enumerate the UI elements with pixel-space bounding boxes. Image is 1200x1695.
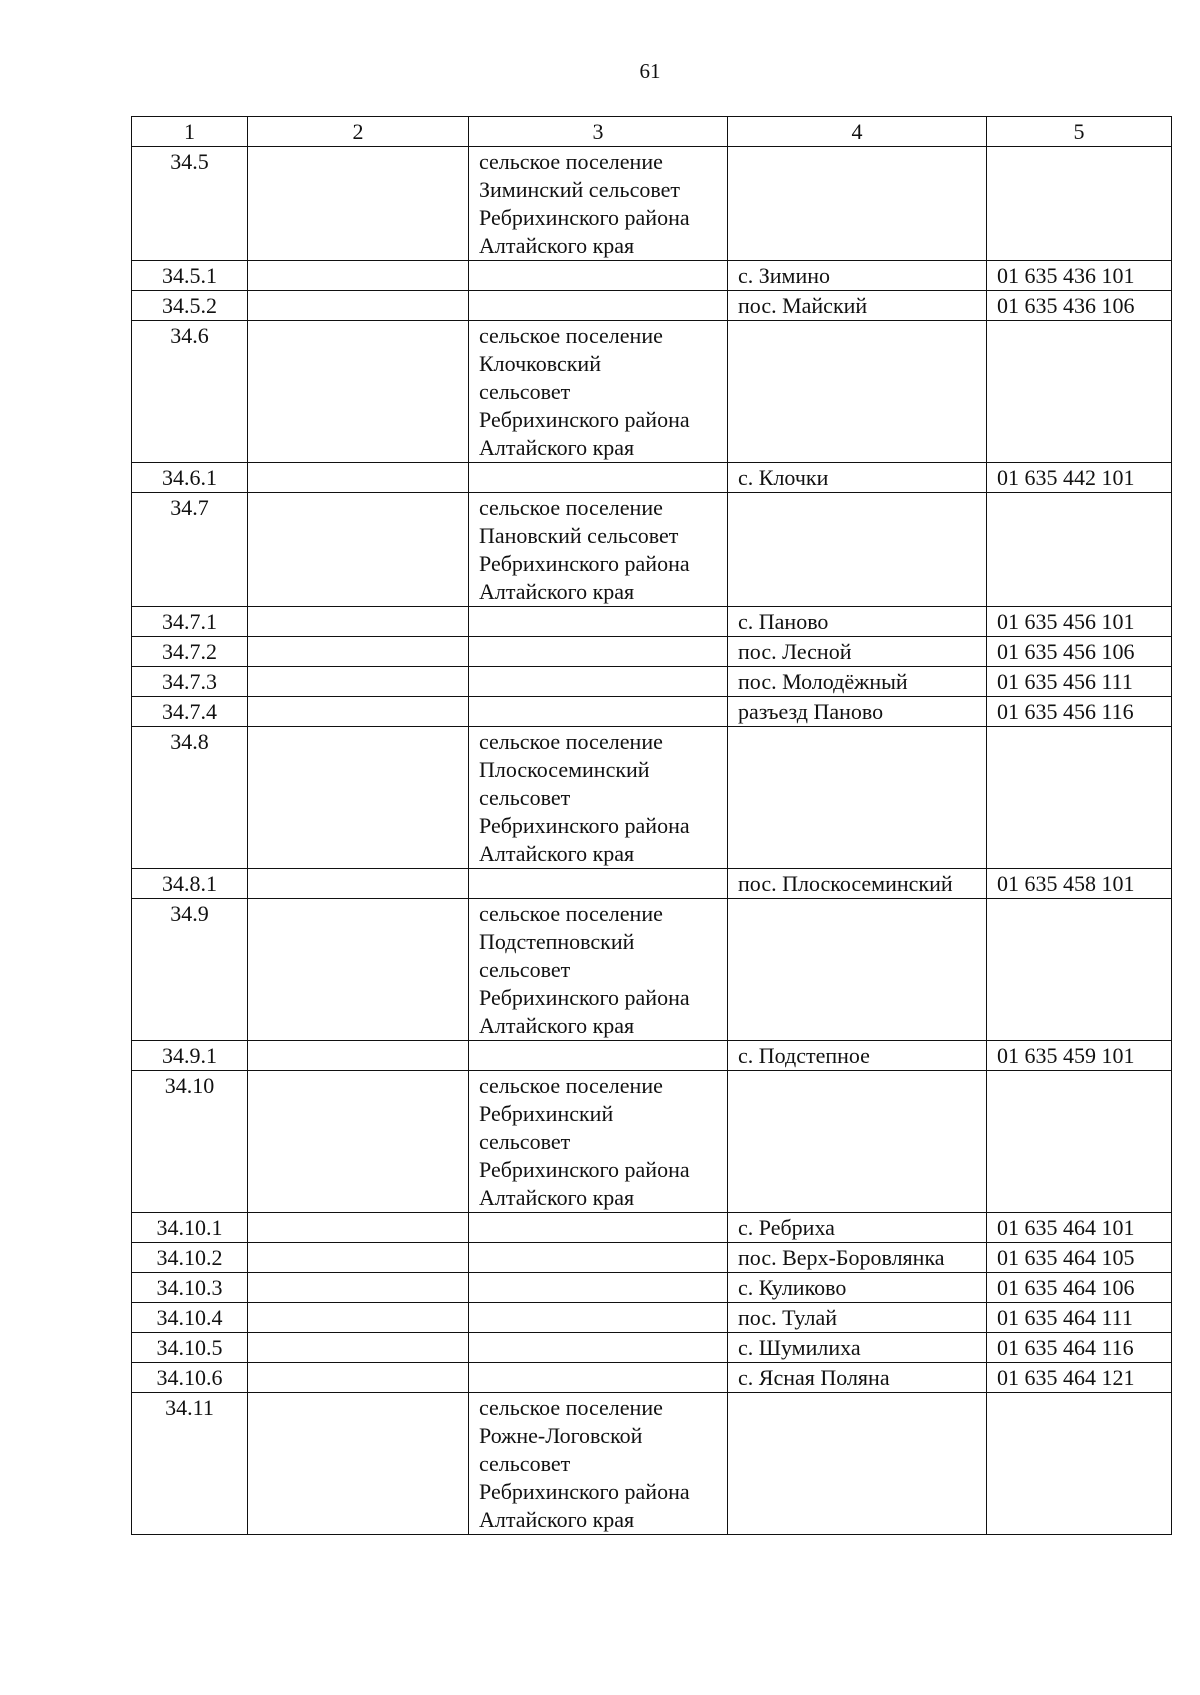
- empty-cell: [248, 1363, 469, 1393]
- row-number-cell: 34.10.1: [132, 1213, 248, 1243]
- municipality-name-cell: [469, 1041, 728, 1071]
- empty-cell: [248, 1273, 469, 1303]
- settlement-name-cell: пос. Лесной: [728, 637, 987, 667]
- oktmo-code-cell: [987, 321, 1172, 463]
- settlement-name-cell: пос. Плоскосеминский: [728, 869, 987, 899]
- municipality-name-line: Зиминский сельсовет: [479, 177, 680, 202]
- municipality-name-line: сельское поселение: [479, 495, 663, 520]
- settlement-name-cell: с. Клочки: [728, 463, 987, 493]
- row-number-cell: 34.6: [132, 321, 248, 463]
- settlement-name-cell: с. Куликово: [728, 1273, 987, 1303]
- table-row: [132, 697, 1172, 727]
- settlement-name-cell: с. Паново: [728, 607, 987, 637]
- table-row: [132, 1303, 1172, 1333]
- row-number-cell: 34.10: [132, 1071, 248, 1213]
- settlement-name-cell: [728, 1071, 987, 1213]
- empty-cell: [248, 607, 469, 637]
- settlement-name-cell: [728, 899, 987, 1041]
- municipality-name-cell: [469, 1363, 728, 1393]
- table-row: [132, 1333, 1172, 1363]
- empty-cell: [248, 291, 469, 321]
- row-number-cell: 34.7.3: [132, 667, 248, 697]
- municipality-name-line: сельсовет: [479, 785, 571, 810]
- municipality-name-cell: [469, 321, 728, 463]
- municipality-name-cell: [469, 1303, 728, 1333]
- empty-cell: [248, 869, 469, 899]
- table-row: [132, 1041, 1172, 1071]
- column-header-3: 3: [469, 117, 728, 147]
- table-row: [132, 147, 1172, 261]
- oktmo-code-cell: 01 635 436 106: [987, 291, 1172, 321]
- municipality-name-line: сельское поселение: [479, 323, 663, 348]
- municipality-name-line: Ребрихинский: [479, 1101, 614, 1126]
- settlement-name-cell: [728, 321, 987, 463]
- empty-cell: [248, 637, 469, 667]
- oktmo-code-cell: 01 635 458 101: [987, 869, 1172, 899]
- settlement-name-cell: пос. Тулай: [728, 1303, 987, 1333]
- oktmo-code-cell: 01 635 464 101: [987, 1213, 1172, 1243]
- municipality-name-line: сельсовет: [479, 957, 571, 982]
- municipality-name-cell: [469, 607, 728, 637]
- municipality-name-line: Ребрихинского района: [479, 813, 690, 838]
- settlement-name-cell: пос. Верх-Боровлянка: [728, 1243, 987, 1273]
- empty-cell: [248, 463, 469, 493]
- table-row: [132, 899, 1172, 1041]
- row-number-cell: 34.5.1: [132, 261, 248, 291]
- municipality-name-cell: [469, 869, 728, 899]
- empty-cell: [248, 1213, 469, 1243]
- row-number-cell: 34.11: [132, 1393, 248, 1535]
- municipality-name-line: Ребрихинского района: [479, 985, 690, 1010]
- municipality-name-cell: [469, 463, 728, 493]
- empty-cell: [248, 697, 469, 727]
- municipality-name-line: Ребрихинского района: [479, 1479, 690, 1504]
- table-row: [132, 291, 1172, 321]
- municipality-name-line: сельское поселение: [479, 1073, 663, 1098]
- row-number-cell: 34.10.4: [132, 1303, 248, 1333]
- municipality-name-line: сельское поселение: [479, 1395, 663, 1420]
- oktmo-code-cell: 01 635 456 116: [987, 697, 1172, 727]
- column-header-2: 2: [248, 117, 469, 147]
- empty-cell: [248, 1333, 469, 1363]
- settlement-name-cell: с. Шумилиха: [728, 1333, 987, 1363]
- municipality-name-line: Подстепновский: [479, 929, 635, 954]
- settlement-name-cell: с. Ребриха: [728, 1213, 987, 1243]
- row-number-cell: 34.10.5: [132, 1333, 248, 1363]
- column-header-4: 4: [728, 117, 987, 147]
- table-row: [132, 1243, 1172, 1273]
- row-number-cell: 34.5: [132, 147, 248, 261]
- empty-cell: [248, 1071, 469, 1213]
- settlement-name-cell: с. Зимино: [728, 261, 987, 291]
- oktmo-code-cell: [987, 899, 1172, 1041]
- empty-cell: [248, 899, 469, 1041]
- empty-cell: [248, 493, 469, 607]
- municipality-name-line: сельсовет: [479, 379, 571, 404]
- municipality-name-cell: [469, 147, 728, 261]
- oktmo-code-cell: 01 635 456 101: [987, 607, 1172, 637]
- oktmo-code-cell: 01 635 464 121: [987, 1363, 1172, 1393]
- municipality-name-line: Алтайского края: [479, 841, 635, 866]
- oktmo-code-cell: [987, 493, 1172, 607]
- settlement-name-cell: разъезд Паново: [728, 697, 987, 727]
- municipality-name-line: сельсовет: [479, 1451, 571, 1476]
- settlement-name-cell: [728, 1393, 987, 1535]
- row-number-cell: 34.7.2: [132, 637, 248, 667]
- municipality-name-line: сельсовет: [479, 1129, 571, 1154]
- municipality-name-cell: [469, 1071, 728, 1213]
- settlement-name-cell: [728, 147, 987, 261]
- municipality-name-cell: [469, 1273, 728, 1303]
- municipality-name-cell: [469, 291, 728, 321]
- municipality-name-line: Ребрихинского района: [479, 551, 690, 576]
- table-row: [132, 727, 1172, 869]
- settlement-name-cell: с. Ясная Поляна: [728, 1363, 987, 1393]
- municipality-name-line: сельское поселение: [479, 729, 663, 754]
- table-row: [132, 607, 1172, 637]
- empty-cell: [248, 261, 469, 291]
- municipality-name-line: Клочковский: [479, 351, 601, 376]
- row-number-cell: 34.10.6: [132, 1363, 248, 1393]
- municipality-name-line: Алтайского края: [479, 233, 635, 258]
- municipality-name-line: Алтайского края: [479, 579, 635, 604]
- row-number-cell: 34.10.2: [132, 1243, 248, 1273]
- page-number: 61: [639, 59, 661, 83]
- row-number-cell: 34.6.1: [132, 463, 248, 493]
- municipality-name-line: Ребрихинского района: [479, 205, 690, 230]
- table-body: [132, 147, 1172, 1535]
- oktmo-code-cell: 01 635 459 101: [987, 1041, 1172, 1071]
- settlement-name-cell: [728, 493, 987, 607]
- settlement-name-cell: с. Подстепное: [728, 1041, 987, 1071]
- oktmo-code-cell: 01 635 456 111: [987, 667, 1172, 697]
- row-number-cell: 34.7.1: [132, 607, 248, 637]
- oktmo-code-cell: 01 635 464 111: [987, 1303, 1172, 1333]
- oktmo-code-cell: [987, 147, 1172, 261]
- row-number-cell: 34.5.2: [132, 291, 248, 321]
- municipality-name-cell: [469, 1243, 728, 1273]
- oktmo-code-cell: 01 635 464 106: [987, 1273, 1172, 1303]
- settlement-name-cell: пос. Молодёжный: [728, 667, 987, 697]
- municipality-name-cell: [469, 493, 728, 607]
- table-row: [132, 261, 1172, 291]
- oktmo-code-cell: [987, 1393, 1172, 1535]
- municipality-name-line: Плоскосеминский: [479, 757, 650, 782]
- table-row: [132, 667, 1172, 697]
- municipality-name-cell: [469, 899, 728, 1041]
- empty-cell: [248, 147, 469, 261]
- row-number-cell: 34.9: [132, 899, 248, 1041]
- table-header-row: [132, 117, 1172, 147]
- municipality-name-line: сельское поселение: [479, 901, 663, 926]
- municipality-name-cell: [469, 667, 728, 697]
- empty-cell: [248, 1243, 469, 1273]
- municipality-name-cell: [469, 727, 728, 869]
- oktmo-code-cell: 01 635 464 116: [987, 1333, 1172, 1363]
- empty-cell: [248, 321, 469, 463]
- settlements-table: [131, 116, 1172, 1535]
- column-header-1: 1: [132, 117, 248, 147]
- municipality-name-cell: [469, 1333, 728, 1363]
- municipality-name-line: Пановский сельсовет: [479, 523, 679, 548]
- column-header-5: 5: [987, 117, 1172, 147]
- oktmo-code-cell: [987, 1071, 1172, 1213]
- table-row: [132, 1273, 1172, 1303]
- oktmo-code-cell: 01 635 442 101: [987, 463, 1172, 493]
- oktmo-code-cell: 01 635 436 101: [987, 261, 1172, 291]
- settlement-name-cell: [728, 727, 987, 869]
- municipality-name-cell: [469, 261, 728, 291]
- row-number-cell: 34.7.4: [132, 697, 248, 727]
- empty-cell: [248, 667, 469, 697]
- table-row: [132, 869, 1172, 899]
- municipality-name-cell: [469, 1393, 728, 1535]
- municipality-name-line: сельское поселение: [479, 149, 663, 174]
- table-row: [132, 637, 1172, 667]
- table-row: [132, 1213, 1172, 1243]
- municipality-name-cell: [469, 1213, 728, 1243]
- table-row: [132, 493, 1172, 607]
- row-number-cell: 34.10.3: [132, 1273, 248, 1303]
- table-row: [132, 1393, 1172, 1535]
- oktmo-code-cell: [987, 727, 1172, 869]
- oktmo-code-cell: 01 635 456 106: [987, 637, 1172, 667]
- empty-cell: [248, 727, 469, 869]
- municipality-name-line: Ребрихинского района: [479, 407, 690, 432]
- settlement-name-cell: пос. Майский: [728, 291, 987, 321]
- municipality-name-line: Алтайского края: [479, 1013, 635, 1038]
- table-row: [132, 1071, 1172, 1213]
- municipality-name-line: Алтайского края: [479, 1185, 635, 1210]
- empty-cell: [248, 1303, 469, 1333]
- table-row: [132, 1363, 1172, 1393]
- row-number-cell: 34.9.1: [132, 1041, 248, 1071]
- empty-cell: [248, 1041, 469, 1071]
- municipality-name-line: Алтайского края: [479, 435, 635, 460]
- municipality-name-cell: [469, 637, 728, 667]
- row-number-cell: 34.7: [132, 493, 248, 607]
- table-row: [132, 463, 1172, 493]
- municipality-name-cell: [469, 697, 728, 727]
- municipality-name-line: Ребрихинского района: [479, 1157, 690, 1182]
- empty-cell: [248, 1393, 469, 1535]
- row-number-cell: 34.8: [132, 727, 248, 869]
- table-row: [132, 321, 1172, 463]
- municipality-name-line: Алтайского края: [479, 1507, 635, 1532]
- municipality-name-line: Рожне-Логовской: [479, 1423, 643, 1448]
- row-number-cell: 34.8.1: [132, 869, 248, 899]
- oktmo-code-cell: 01 635 464 105: [987, 1243, 1172, 1273]
